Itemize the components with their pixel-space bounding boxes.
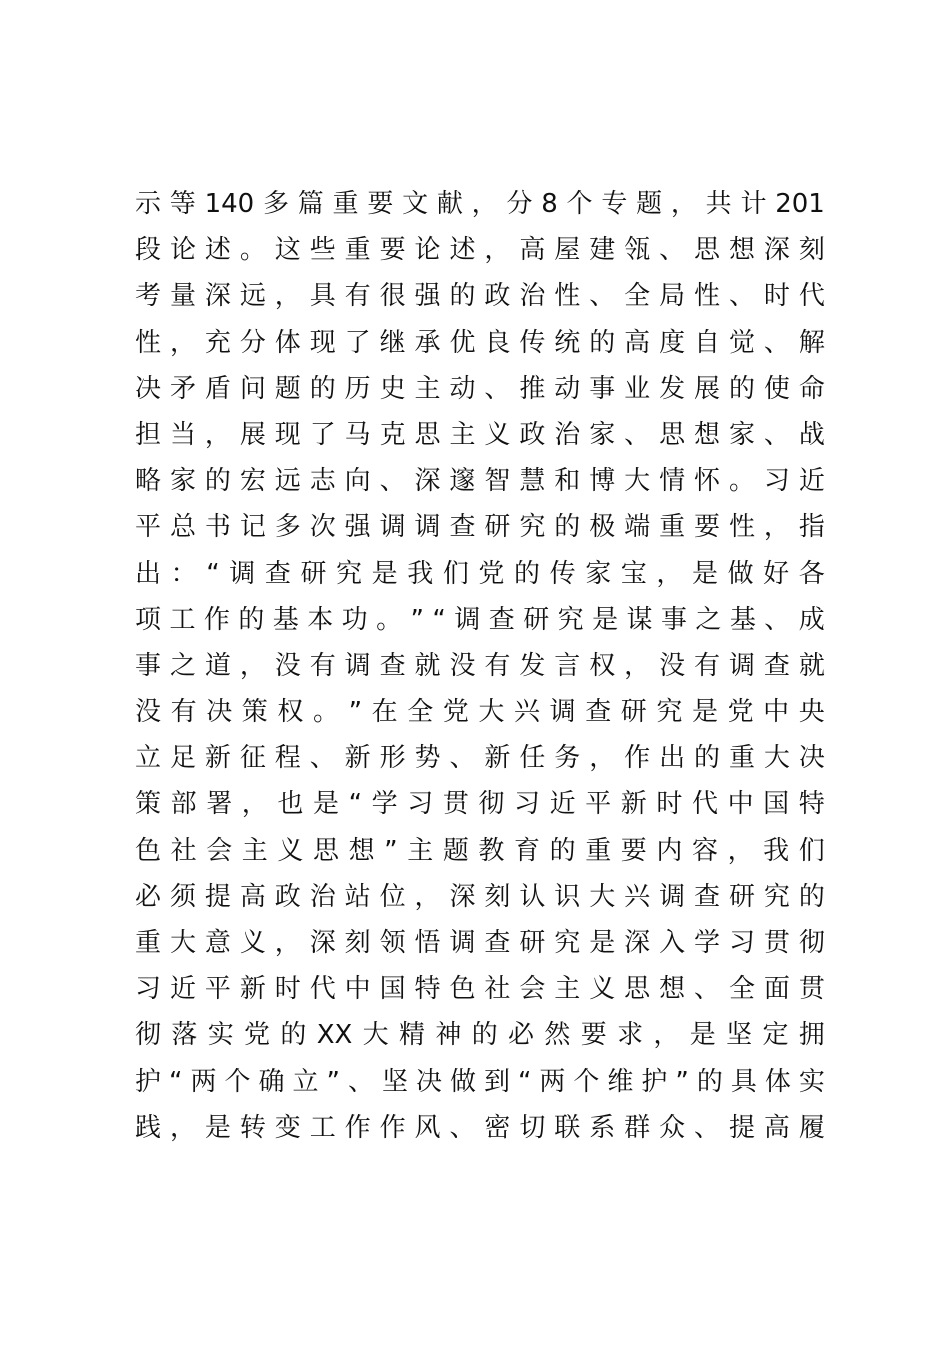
text-line: 出 ： “ 调 查 研 究 是 我 们 党 的 传 家 宝 ， 是 做 好 各: [135, 558, 825, 589]
text-line: 没 有 决 策 权 。 ” 在 全 党 大 兴 调 查 研 究 是 党 中 央: [135, 697, 825, 728]
text-line: 项 工 作 的 基 本 功 。 ” “ 调 查 研 究 是 谋 事 之 基 、 成: [135, 604, 825, 635]
text-line: 担 当 ， 展 现 了 马 克 思 主 义 政 治 家 、 思 想 家 、 战: [135, 419, 825, 450]
text-line: 决 矛 盾 问 题 的 历 史 主 动 、 推 动 事 业 发 展 的 使 命: [135, 373, 825, 404]
text-line: 色 社 会 主 义 思 想 ” 主 题 教 育 的 重 要 内 容 ， 我 们: [135, 835, 825, 866]
text-line: 立 足 新 征 程 、 新 形 势 、 新 任 务 ， 作 出 的 重 大 决: [135, 743, 825, 774]
text-line: 性 ， 充 分 体 现 了 继 承 优 良 传 统 的 高 度 自 觉 、 解: [135, 327, 825, 358]
text-line: 段 论 述 。 这 些 重 要 论 述 ， 高 屋 建 瓴 、 思 想 深 刻: [135, 235, 825, 266]
text-line: 事 之 道 ， 没 有 调 查 就 没 有 发 言 权 ， 没 有 调 查 就: [135, 650, 825, 681]
text-line: 策 部 署 ， 也 是 “ 学 习 贯 彻 习 近 平 新 时 代 中 国 特: [135, 789, 825, 820]
text-line: 平 总 书 记 多 次 强 调 调 查 研 究 的 极 端 重 要 性 ， 指: [135, 512, 825, 543]
text-line: 习 近 平 新 时 代 中 国 特 色 社 会 主 义 思 想 、 全 面 贯: [135, 974, 825, 1005]
text-line: 考 量 深 远 ， 具 有 很 强 的 政 治 性 、 全 局 性 、 时 代: [135, 281, 825, 312]
text-line: 护 “ 两 个 确 立 ” 、 坚 决 做 到 “ 两 个 维 护 ” 的 具 体 实: [135, 1066, 825, 1097]
text-line: 示 等 140 多 篇 重 要 文 献 ， 分 8 个 专 题 ， 共 计 201: [135, 189, 825, 219]
text-line: 重 大 意 义 ， 深 刻 领 悟 调 查 研 究 是 深 入 学 习 贯 彻: [135, 928, 825, 958]
text-line: 必 须 提 高 政 治 站 位 ， 深 刻 认 识 大 兴 调 查 研 究 的: [135, 881, 825, 912]
text-line: 彻 落 实 党 的 XX 大 精 神 的 必 然 要 求 ， 是 坚 定 拥: [135, 1020, 825, 1051]
text-line: 践 ， 是 转 变 工 作 作 风 、 密 切 联 系 群 众 、 提 高 履: [135, 1112, 825, 1143]
text-line: 略 家 的 宏 远 志 向 、 深 邃 智 慧 和 博 大 情 怀 。 习 近: [135, 466, 825, 497]
document-body: [135, 181, 825, 1151]
